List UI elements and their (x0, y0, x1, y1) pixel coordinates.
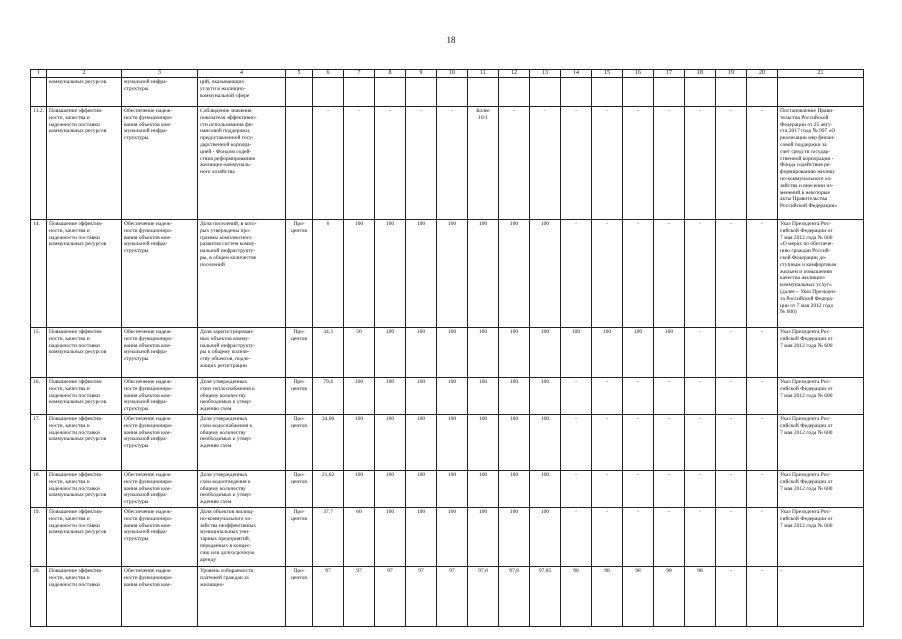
value-cell: - (654, 507, 685, 566)
value-cell: - (623, 470, 654, 507)
table-row (31, 220, 864, 328)
value-cell: Более 10/1 (468, 107, 499, 220)
legal-basis-cell: Указ Президента Рос- сийской Федерации от 7 мая 2012 года № 600 (778, 507, 864, 566)
value-cell: 100 (468, 328, 499, 378)
column-number-cell: 10 (437, 70, 468, 78)
value-cell: 100 (375, 507, 406, 566)
value-cell: - (685, 107, 716, 220)
value-cell: - (592, 378, 623, 415)
value-cell: - (716, 378, 747, 415)
table-row (31, 566, 864, 626)
value-cell: - (530, 107, 561, 220)
legal-basis-cell: - (778, 566, 864, 626)
unit-cell (286, 107, 313, 220)
column-number-cell: 8 (375, 70, 406, 78)
value-cell: - (406, 107, 437, 220)
value-cell: - (654, 378, 685, 415)
value-cell: - (716, 470, 747, 507)
value-cell: 98 (685, 566, 716, 626)
value-cell: 34,3 (313, 328, 344, 378)
value-cell: - (685, 378, 716, 415)
task-cell: Обеспечение надеж- ности функциониро- вания объектов ком- мунальной инфра- структуры (122, 378, 198, 415)
value-cell: - (654, 414, 685, 470)
column-number-cell: 14 (561, 70, 592, 78)
column-number-row (31, 70, 864, 78)
task-cell: Обеспечение надеж- ности функциониро- вания объектов ком- мунальной инфра- структуры (122, 470, 198, 507)
row-number-cell: 15. (31, 328, 47, 378)
value-cell: 60 (344, 507, 375, 566)
legal-basis-cell: Указ Президента Рос- сийской Федерации от 7 мая 2012 года № 600 (778, 470, 864, 507)
value-cell: - (654, 107, 685, 220)
value-cell: 6 (313, 220, 344, 328)
legal-basis-cell: Указ Президента Рос- сийской Федерации от 7 мая 2012 года № 600 (778, 378, 864, 415)
value-cell: - (747, 566, 778, 626)
table-row (31, 78, 864, 107)
value-cell: 98 (592, 566, 623, 626)
column-number-cell: 4 (198, 70, 286, 78)
column-number-cell: 2 (47, 70, 122, 78)
goal-cell: Повышение эффектив- ности, качества и надежности поставки коммунальных ресурсов (47, 107, 122, 220)
value-cell: 97 (375, 566, 406, 626)
value-cell: 100 (530, 507, 561, 566)
value-cell (592, 78, 623, 107)
value-cell: - (747, 414, 778, 470)
value-cell: - (344, 107, 375, 220)
value-cell: - (716, 328, 747, 378)
value-cell: - (716, 220, 747, 328)
value-cell: 100 (437, 328, 468, 378)
value-cell: 100 (437, 378, 468, 415)
value-cell: 79,4 (313, 378, 344, 415)
value-cell: - (654, 220, 685, 328)
unit-cell: Про- центов (286, 414, 313, 470)
value-cell: 100 (654, 328, 685, 378)
indicator-cell: Соблюдение значения показателя эффективно- сти использования фи- нансовой поддержки, предоставленной госу- дарственной корпора- цией - Фондом содей- ствия реформированию жилищно-коммуналь- ного хозяйства (198, 107, 286, 220)
task-cell: Обеспечение надеж- ности функциониро- вания объектов ком- мунальной инфра- структуры (122, 414, 198, 470)
value-cell: 100 (468, 220, 499, 328)
legal-basis-cell: Указ Президента Рос- сийской Федерации от 7 мая 2012 года № 600 «О мерах по обеспече- нию граждан Россий- ской Федерации до- ступным и комфортным жильем и повышению качества жилищно- коммунальных услуг» (далее – Указ Президен- та Российской Федера- ции от 7 мая 2012 года № 600) (778, 220, 864, 328)
value-cell: 100 (406, 507, 437, 566)
value-cell: - (716, 414, 747, 470)
value-cell: - (685, 414, 716, 470)
value-cell (375, 78, 406, 107)
value-cell: 100 (468, 378, 499, 415)
value-cell: - (561, 220, 592, 328)
value-cell: 100 (499, 414, 530, 470)
row-number-cell: 19. (31, 507, 47, 566)
value-cell: - (685, 470, 716, 507)
value-cell: - (561, 107, 592, 220)
value-cell: - (561, 414, 592, 470)
value-cell: - (747, 507, 778, 566)
value-cell: 100 (437, 470, 468, 507)
column-number-cell: 6 (313, 70, 344, 78)
legal-basis-cell (778, 78, 864, 107)
value-cell: 97 (406, 566, 437, 626)
row-number-cell: 16. (31, 378, 47, 415)
column-number-cell: 5 (286, 70, 313, 78)
column-number-cell: 18 (685, 70, 716, 78)
goal-cell: Повышение эффектив- ности, качества и надежности поставки коммунальных ресурсов (47, 220, 122, 328)
value-cell: 100 (375, 470, 406, 507)
column-number-cell: 9 (406, 70, 437, 78)
task-cell: Обеспечение надеж- ности функциониро- вания объектов ком- мунальной инфра- структуры (122, 507, 198, 566)
value-cell: 100 (592, 328, 623, 378)
unit-cell: Про- центов (286, 507, 313, 566)
column-number-cell: 13 (530, 70, 561, 78)
value-cell: 100 (499, 378, 530, 415)
column-number-cell: 3 (122, 70, 198, 78)
column-number-cell: 15 (592, 70, 623, 78)
indicator-cell: ций, оказывающих услуги в жилищно- коммунальной сфере (198, 78, 286, 107)
unit-cell: Про- центов (286, 220, 313, 328)
value-cell (623, 78, 654, 107)
value-cell: 100 (375, 220, 406, 328)
value-cell: - (747, 470, 778, 507)
value-cell (561, 78, 592, 107)
goal-cell: Повышение эффектив- ности, качества и надежности поставки коммунальных ресурсов (47, 328, 122, 378)
value-cell (654, 78, 685, 107)
value-cell (716, 78, 747, 107)
value-cell (468, 78, 499, 107)
value-cell: 100 (406, 220, 437, 328)
value-cell: 100 (499, 328, 530, 378)
indicator-cell: Доля объектов жилищ- но-коммунального хо- зяйства неэффективных муниципальных уни- тарных предприятий, переданных в концес- сию или долгосрочную аренду (198, 507, 286, 566)
indicator-cell: Доля утвержденных схем водоснабжения к общему количеству необходимых к утвер- ждению схем (198, 414, 286, 470)
goal-cell: коммунальных ресурсов (47, 78, 122, 107)
value-cell: - (654, 470, 685, 507)
indicator-cell: Доля утвержденных схем водоотведения к общему количеству необходимых к утвер- ждению схем (198, 470, 286, 507)
value-cell: - (375, 107, 406, 220)
value-cell: - (592, 220, 623, 328)
row-number-cell: 13.2. (31, 107, 47, 220)
row-number-cell: 14. (31, 220, 47, 328)
value-cell: - (592, 107, 623, 220)
column-number-cell: 7 (344, 70, 375, 78)
value-cell: - (499, 107, 530, 220)
value-cell: 100 (437, 414, 468, 470)
value-cell: - (716, 107, 747, 220)
row-number-cell (31, 78, 47, 107)
value-cell: - (623, 107, 654, 220)
value-cell: - (592, 507, 623, 566)
goal-cell: Повышение эффектив- ности, качества и надежности поставки (47, 566, 122, 626)
row-number-cell: 18. (31, 470, 47, 507)
value-cell: 98 (623, 566, 654, 626)
value-cell: 97,8 (499, 566, 530, 626)
value-cell (406, 78, 437, 107)
goal-cell: Повышение эффектив- ности, качества и надежности поставки коммунальных ресурсов (47, 507, 122, 566)
value-cell (499, 78, 530, 107)
indicators-table (30, 69, 864, 627)
value-cell: - (716, 507, 747, 566)
value-cell: 100 (499, 507, 530, 566)
value-cell: 100 (468, 507, 499, 566)
value-cell: 100 (375, 414, 406, 470)
table-row (31, 470, 864, 507)
value-cell: - (623, 378, 654, 415)
value-cell: - (623, 414, 654, 470)
column-number-cell: 1 (31, 70, 47, 78)
value-cell: - (623, 507, 654, 566)
goal-cell: Повышение эффектив- ности, качества и надежности поставки коммунальных ресурсов (47, 470, 122, 507)
unit-cell: Про- центов (286, 470, 313, 507)
value-cell: 100 (344, 378, 375, 415)
task-cell: мунальной инфра- структуры (122, 78, 198, 107)
value-cell: - (747, 220, 778, 328)
value-cell: - (437, 107, 468, 220)
column-number-cell: 20 (747, 70, 778, 78)
value-cell: - (716, 566, 747, 626)
value-cell (437, 78, 468, 107)
value-cell: 37,7 (313, 507, 344, 566)
goal-cell: Повышение эффектив- ности, качества и надежности поставки коммунальных ресурсов (47, 414, 122, 470)
value-cell: 100 (375, 378, 406, 415)
goal-cell: Повышение эффектив- ности, качества и надежности поставки коммунальных ресурсов (47, 378, 122, 415)
value-cell: 100 (530, 470, 561, 507)
value-cell: 100 (437, 220, 468, 328)
value-cell: 100 (406, 378, 437, 415)
value-cell: 100 (468, 414, 499, 470)
table-row (31, 107, 864, 220)
value-cell: 100 (530, 220, 561, 328)
value-cell: 98 (561, 566, 592, 626)
column-number-cell: 11 (468, 70, 499, 78)
value-cell: 100 (530, 378, 561, 415)
value-cell: - (747, 378, 778, 415)
column-number-cell: 21 (778, 70, 864, 78)
column-number-cell: 17 (654, 70, 685, 78)
value-cell: 100 (344, 470, 375, 507)
value-cell: 100 (468, 470, 499, 507)
value-cell: 97 (313, 566, 344, 626)
value-cell: 100 (344, 220, 375, 328)
value-cell: - (561, 378, 592, 415)
value-cell: - (685, 220, 716, 328)
value-cell: 21,62 (313, 470, 344, 507)
unit-cell: Про- центов (286, 328, 313, 378)
value-cell: 100 (623, 328, 654, 378)
unit-cell: Про- центов (286, 566, 313, 626)
value-cell: - (623, 220, 654, 328)
row-number-cell: 17. (31, 414, 47, 470)
value-cell: 100 (375, 328, 406, 378)
page-number: 18 (446, 35, 456, 45)
value-cell: - (747, 328, 778, 378)
value-cell: - (313, 107, 344, 220)
table-row (31, 507, 864, 566)
value-cell: 97,8 (468, 566, 499, 626)
value-cell: 100 (499, 220, 530, 328)
value-cell: - (592, 470, 623, 507)
table-row (31, 328, 864, 378)
value-cell: 100 (530, 328, 561, 378)
value-cell: 100 (437, 507, 468, 566)
value-cell: 97 (437, 566, 468, 626)
column-number-cell: 16 (623, 70, 654, 78)
row-number-cell: 20. (31, 566, 47, 626)
unit-cell (286, 78, 313, 107)
value-cell: - (561, 470, 592, 507)
value-cell: 100 (406, 414, 437, 470)
value-cell: 100 (406, 470, 437, 507)
value-cell: 97 (344, 566, 375, 626)
indicator-cell: Доля утвержденных схем теплоснабжения к общему количеству необходимых к утвер- ждению схем (198, 378, 286, 415)
value-cell: 100 (406, 328, 437, 378)
table-row (31, 414, 864, 470)
value-cell: 100 (344, 414, 375, 470)
legal-basis-cell: Указ Президента Рос- сийской Федерации от 7 мая 2012 года № 600 (778, 328, 864, 378)
indicator-cell: Уровень собираемости платежей граждан за жилищно- (198, 566, 286, 626)
value-cell (344, 78, 375, 107)
value-cell (530, 78, 561, 107)
legal-basis-cell: Указ Президента Рос- сийской Федерации от 7 мая 2012 года № 600 (778, 414, 864, 470)
value-cell: - (561, 507, 592, 566)
value-cell: - (592, 414, 623, 470)
value-cell: 97,85 (530, 566, 561, 626)
table-row (31, 378, 864, 415)
column-number-cell: 19 (716, 70, 747, 78)
value-cell: 50 (344, 328, 375, 378)
value-cell: - (747, 107, 778, 220)
column-number-cell: 12 (499, 70, 530, 78)
value-cell: 100 (561, 328, 592, 378)
legal-basis-cell: Постановление Прави- тельства Российской Федерации от 25 авгу- ста 2017 года № 997 «О реализации мер финан- совой поддержки за счет средств государ- ственной корпорации - Фонда содействия ре- формированию жилищ- но-коммунального хо- зяйства и внесении из- менений в некоторые акты Правительства Российской Федерации» (778, 107, 864, 220)
indicator-cell: Доля поселений, в кото- рых утверждены про- граммы комплексного развития систем комму- нальной инфраструкту- ры, в общем количестве поселений (198, 220, 286, 328)
task-cell: Обеспечение надеж- ности функциониро- вания объектов ком- (122, 566, 198, 626)
indicator-cell: Доля зарегистрирован- ных объектов комму- нальной инфраструкту- ры к общему количе- ству объектов, подле- жащих регистрации (198, 328, 286, 378)
value-cell: - (685, 507, 716, 566)
value-cell: 34,06 (313, 414, 344, 470)
value-cell: 100 (499, 470, 530, 507)
task-cell: Обеспечение надеж- ности функциониро- вания объектов ком- мунальной инфра- структуры (122, 328, 198, 378)
value-cell: 98 (654, 566, 685, 626)
value-cell (313, 78, 344, 107)
task-cell: Обеспечение надеж- ности функциониро- вания объектов ком- мунальной инфра- структуры (122, 107, 198, 220)
value-cell (685, 78, 716, 107)
value-cell: - (685, 328, 716, 378)
value-cell (747, 78, 778, 107)
value-cell: 100 (530, 414, 561, 470)
unit-cell: Про- центов (286, 378, 313, 415)
task-cell: Обеспечение надеж- ности функциониро- вания объектов ком- мунальной инфра- структуры (122, 220, 198, 328)
